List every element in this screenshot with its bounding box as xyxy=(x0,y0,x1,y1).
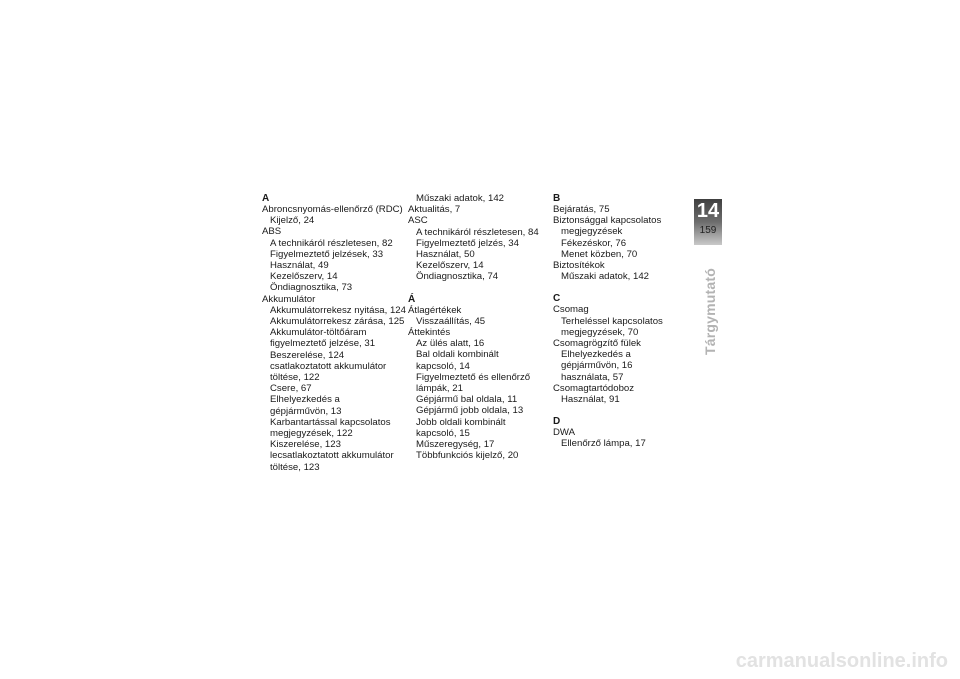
index-subentry: Bal oldali kombinált xyxy=(416,349,499,361)
chapter-number: 14 xyxy=(696,200,720,222)
index-subentry: Elhelyezkedés a xyxy=(270,394,340,406)
index-subentry: Figyelmeztető jelzés, 34 xyxy=(416,237,519,249)
index-letter-heading: D xyxy=(553,416,561,428)
index-subentry: Műszeregység, 17 xyxy=(416,439,495,451)
index-subentry: Ellenőrző lámpa, 17 xyxy=(561,438,646,450)
index-subentry: Jobb oldali kombinált xyxy=(416,416,506,428)
index-column-3 xyxy=(553,193,693,450)
index-subentry: Gépjármű jobb oldala, 13 xyxy=(416,405,524,417)
index-letter-heading: C xyxy=(553,293,561,305)
index-subentry: Terheléssel kapcsolatos xyxy=(561,315,663,327)
index-subentry: Akkumulátorrekesz zárása, 125 xyxy=(270,316,405,328)
index-entry: Biztonsággal kapcsolatos xyxy=(553,215,662,227)
index-subentry: Csere, 67 xyxy=(270,383,312,395)
index-subentry: Az ülés alatt, 16 xyxy=(416,338,485,350)
index-letter-heading: Á xyxy=(408,293,416,305)
page-number: 159 xyxy=(699,225,717,236)
index-subentry: Kezelőszerv, 14 xyxy=(270,271,338,283)
index-subentry: lámpák, 21 xyxy=(416,383,463,395)
index-letter-heading: B xyxy=(553,193,561,204)
index-subentry: Használat, 50 xyxy=(416,249,475,261)
index-subentry: lecsatlakoztatott akkumulátor xyxy=(270,450,394,462)
index-subentry: Akkumulátor-töltőáram xyxy=(270,327,367,339)
index-subentry: Műszaki adatok, 142 xyxy=(416,193,504,204)
index-entry: Aktualitás, 7 xyxy=(408,204,461,216)
index-subentry: megjegyzések, 122 xyxy=(270,428,353,440)
index-subentry: Beszerelése, 124 xyxy=(270,349,345,361)
index-subentry: Karbantartással kapcsolatos xyxy=(270,416,391,428)
index-entry: ABS xyxy=(262,226,282,238)
index-entry: Átlagértékek xyxy=(408,304,462,316)
index-subentry: Kezelőszerv, 14 xyxy=(416,260,484,272)
index-subentry: kapcsoló, 14 xyxy=(416,360,470,372)
index-subentry: töltése, 122 xyxy=(270,372,320,384)
index-subentry: figyelmeztető jelzése, 31 xyxy=(270,338,376,350)
index-subentry: A technikáról részletesen, 82 xyxy=(270,237,393,249)
index-entry: Akkumulátor xyxy=(262,293,316,305)
index-entry: Áttekintés xyxy=(408,327,451,339)
index-subentry: Menet közben, 70 xyxy=(561,248,638,260)
index-subentry: A technikáról részletesen, 84 xyxy=(416,226,539,238)
section-title-vertical: Tárgymutató xyxy=(702,268,718,355)
index-subentry: Figyelmeztető és ellenőrző xyxy=(416,371,531,383)
spacer xyxy=(553,405,693,416)
index-entry: Csomagrögzítő fülek xyxy=(553,338,641,350)
index-entry: DWA xyxy=(553,427,576,439)
spacer xyxy=(553,282,693,293)
index-subentry: Figyelmeztető jelzések, 33 xyxy=(270,248,384,260)
index-entry: Bejáratás, 75 xyxy=(553,204,610,215)
index-subentry: Használat, 91 xyxy=(561,394,620,406)
index-subentry: Gépjármű bal oldala, 11 xyxy=(416,394,518,406)
index-subentry: csatlakoztatott akkumulátor xyxy=(270,360,387,372)
index-letter-heading: A xyxy=(262,193,270,204)
chapter-tab xyxy=(694,199,722,245)
index-subentry: Műszaki adatok, 142 xyxy=(561,271,649,283)
index-subentry: Kiszerelése, 123 xyxy=(270,439,341,451)
index-entry: Biztosítékok xyxy=(553,260,605,272)
index-subentry: használata, 57 xyxy=(561,371,624,383)
index-subentry: Akkumulátorrekesz nyitása, 124 xyxy=(270,304,406,316)
index-subentry: Visszaállítás, 45 xyxy=(416,315,486,327)
index-subentry: kapcsoló, 15 xyxy=(416,427,470,439)
index-subentry: töltése, 123 xyxy=(270,461,320,473)
index-subentry: Fékezéskor, 76 xyxy=(561,237,627,249)
index-entry: ASC xyxy=(408,215,428,227)
index-column-1 xyxy=(262,193,406,473)
index-subentry: gépjárművön, 16 xyxy=(561,360,633,372)
index-subentry: megjegyzések, 70 xyxy=(561,326,639,338)
index-subentry: Többfunkciós kijelző, 20 xyxy=(416,450,519,462)
index-entry: Csomagtartódoboz xyxy=(553,382,635,394)
index-subentry: gépjárművön, 13 xyxy=(270,405,342,417)
index-subentry: Öndiagnosztika, 74 xyxy=(416,271,499,283)
index-subentry: Elhelyezkedés a xyxy=(561,349,631,361)
index-subentry: Kijelző, 24 xyxy=(270,215,315,227)
watermark: carmanualsonline.info xyxy=(735,650,948,672)
index-entry: Abroncsnyomás-ellenőrző (RDC) xyxy=(262,204,403,215)
index-subentry: Öndiagnosztika, 73 xyxy=(270,282,353,294)
index-subentry: Használat, 49 xyxy=(270,260,329,272)
index-column-2 xyxy=(408,193,548,461)
index-entry: Csomag xyxy=(553,304,589,316)
spacer xyxy=(408,283,548,294)
index-subentry: megjegyzések xyxy=(561,226,623,238)
